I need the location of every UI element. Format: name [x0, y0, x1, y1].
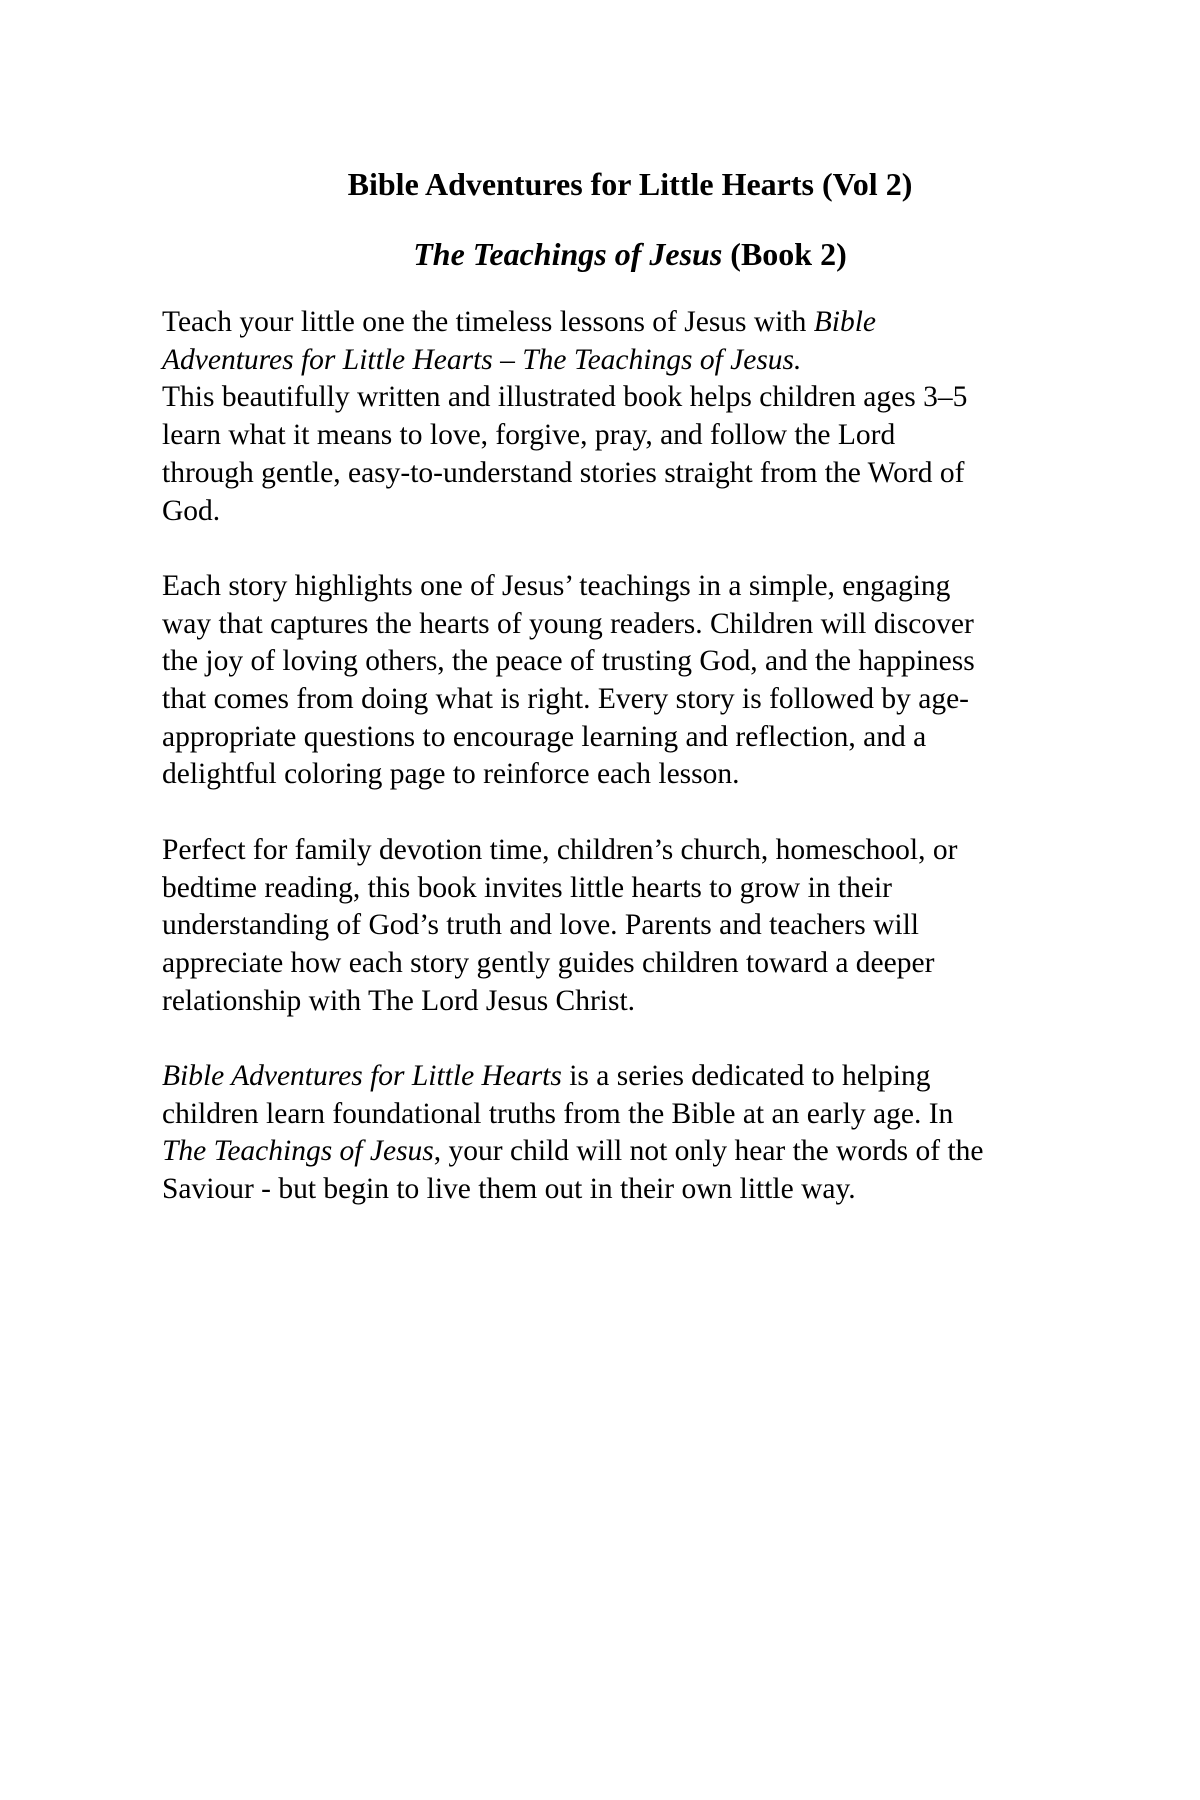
intro-line-5: through gentle, easy-to-understand stories straight from the Word of: [162, 456, 965, 489]
intro-line-3: This beautifully written and illustrated book helps children ages 3–5: [162, 381, 968, 414]
series-line-3-italic: The Teachings of Jesus: [162, 1135, 434, 1168]
series-line-3-text: , your child will not only hear the words of the: [433, 1135, 984, 1168]
book-subtitle: [162, 232, 1098, 276]
intro-paragraph: [162, 304, 1098, 530]
series-paragraph: [162, 1058, 1098, 1209]
usage-paragraph: [162, 832, 1098, 1021]
usage-line-4: appreciate how each story gently guides children toward a deeper: [162, 946, 935, 979]
intro-line-1-italic: Bible: [813, 306, 877, 338]
series-line-3: [162, 1133, 1098, 1171]
usage-line-1: Perfect for family devotion time, children’s church, homeschool, or: [162, 833, 958, 866]
stories-line-4: that comes from doing what is right. Every story is followed by age-: [162, 683, 969, 716]
book-subtitle-rest: (Book 2): [722, 236, 847, 272]
series-line-4: Saviour - but begin to live them out in their own little way.: [162, 1173, 856, 1206]
intro-line-2: [162, 342, 1098, 380]
intro-line-1: [162, 304, 1098, 342]
stories-paragraph: [162, 568, 1098, 794]
intro-line-2-italic: Adventures for Little Hearts – The Teachings of Jesus.: [162, 343, 802, 376]
page-title: Bible Adventures for Little Hearts (Vol 2): [347, 166, 913, 202]
series-line-1: [162, 1058, 1098, 1096]
series-line-1-italic: Bible Adventures for Little Hearts: [162, 1060, 562, 1093]
stories-line-6: delightful coloring page to reinforce each lesson.: [162, 758, 740, 791]
usage-line-2: bedtime reading, this book invites little hearts to grow in their: [162, 871, 892, 904]
series-line-1-text: is a series dedicated to helping: [561, 1060, 931, 1093]
book-subtitle-italic: The Teachings of Jesus: [413, 236, 723, 272]
intro-line-1-text: Teach your little one the timeless lessons of Jesus with: [162, 306, 814, 338]
stories-line-1: Each story highlights one of Jesus’ teachings in a simple, engaging: [162, 569, 951, 602]
intro-line-6: God.: [162, 494, 221, 527]
stories-line-2: way that captures the hearts of young readers. Children will discover: [162, 607, 974, 640]
stories-line-3: the joy of loving others, the peace of trusting God, and the happiness: [162, 645, 975, 678]
document-content: [162, 142, 1098, 1209]
series-line-2: children learn foundational truths from the Bible at an early age. In: [162, 1097, 954, 1130]
usage-line-5: relationship with The Lord Jesus Christ.: [162, 984, 636, 1017]
intro-line-4: learn what it means to love, forgive, pray, and follow the Lord: [162, 419, 896, 452]
stories-line-5: appropriate questions to encourage learning and reflection, and a: [162, 720, 927, 753]
usage-line-3: understanding of God’s truth and love. Parents and teachers will: [162, 909, 919, 942]
